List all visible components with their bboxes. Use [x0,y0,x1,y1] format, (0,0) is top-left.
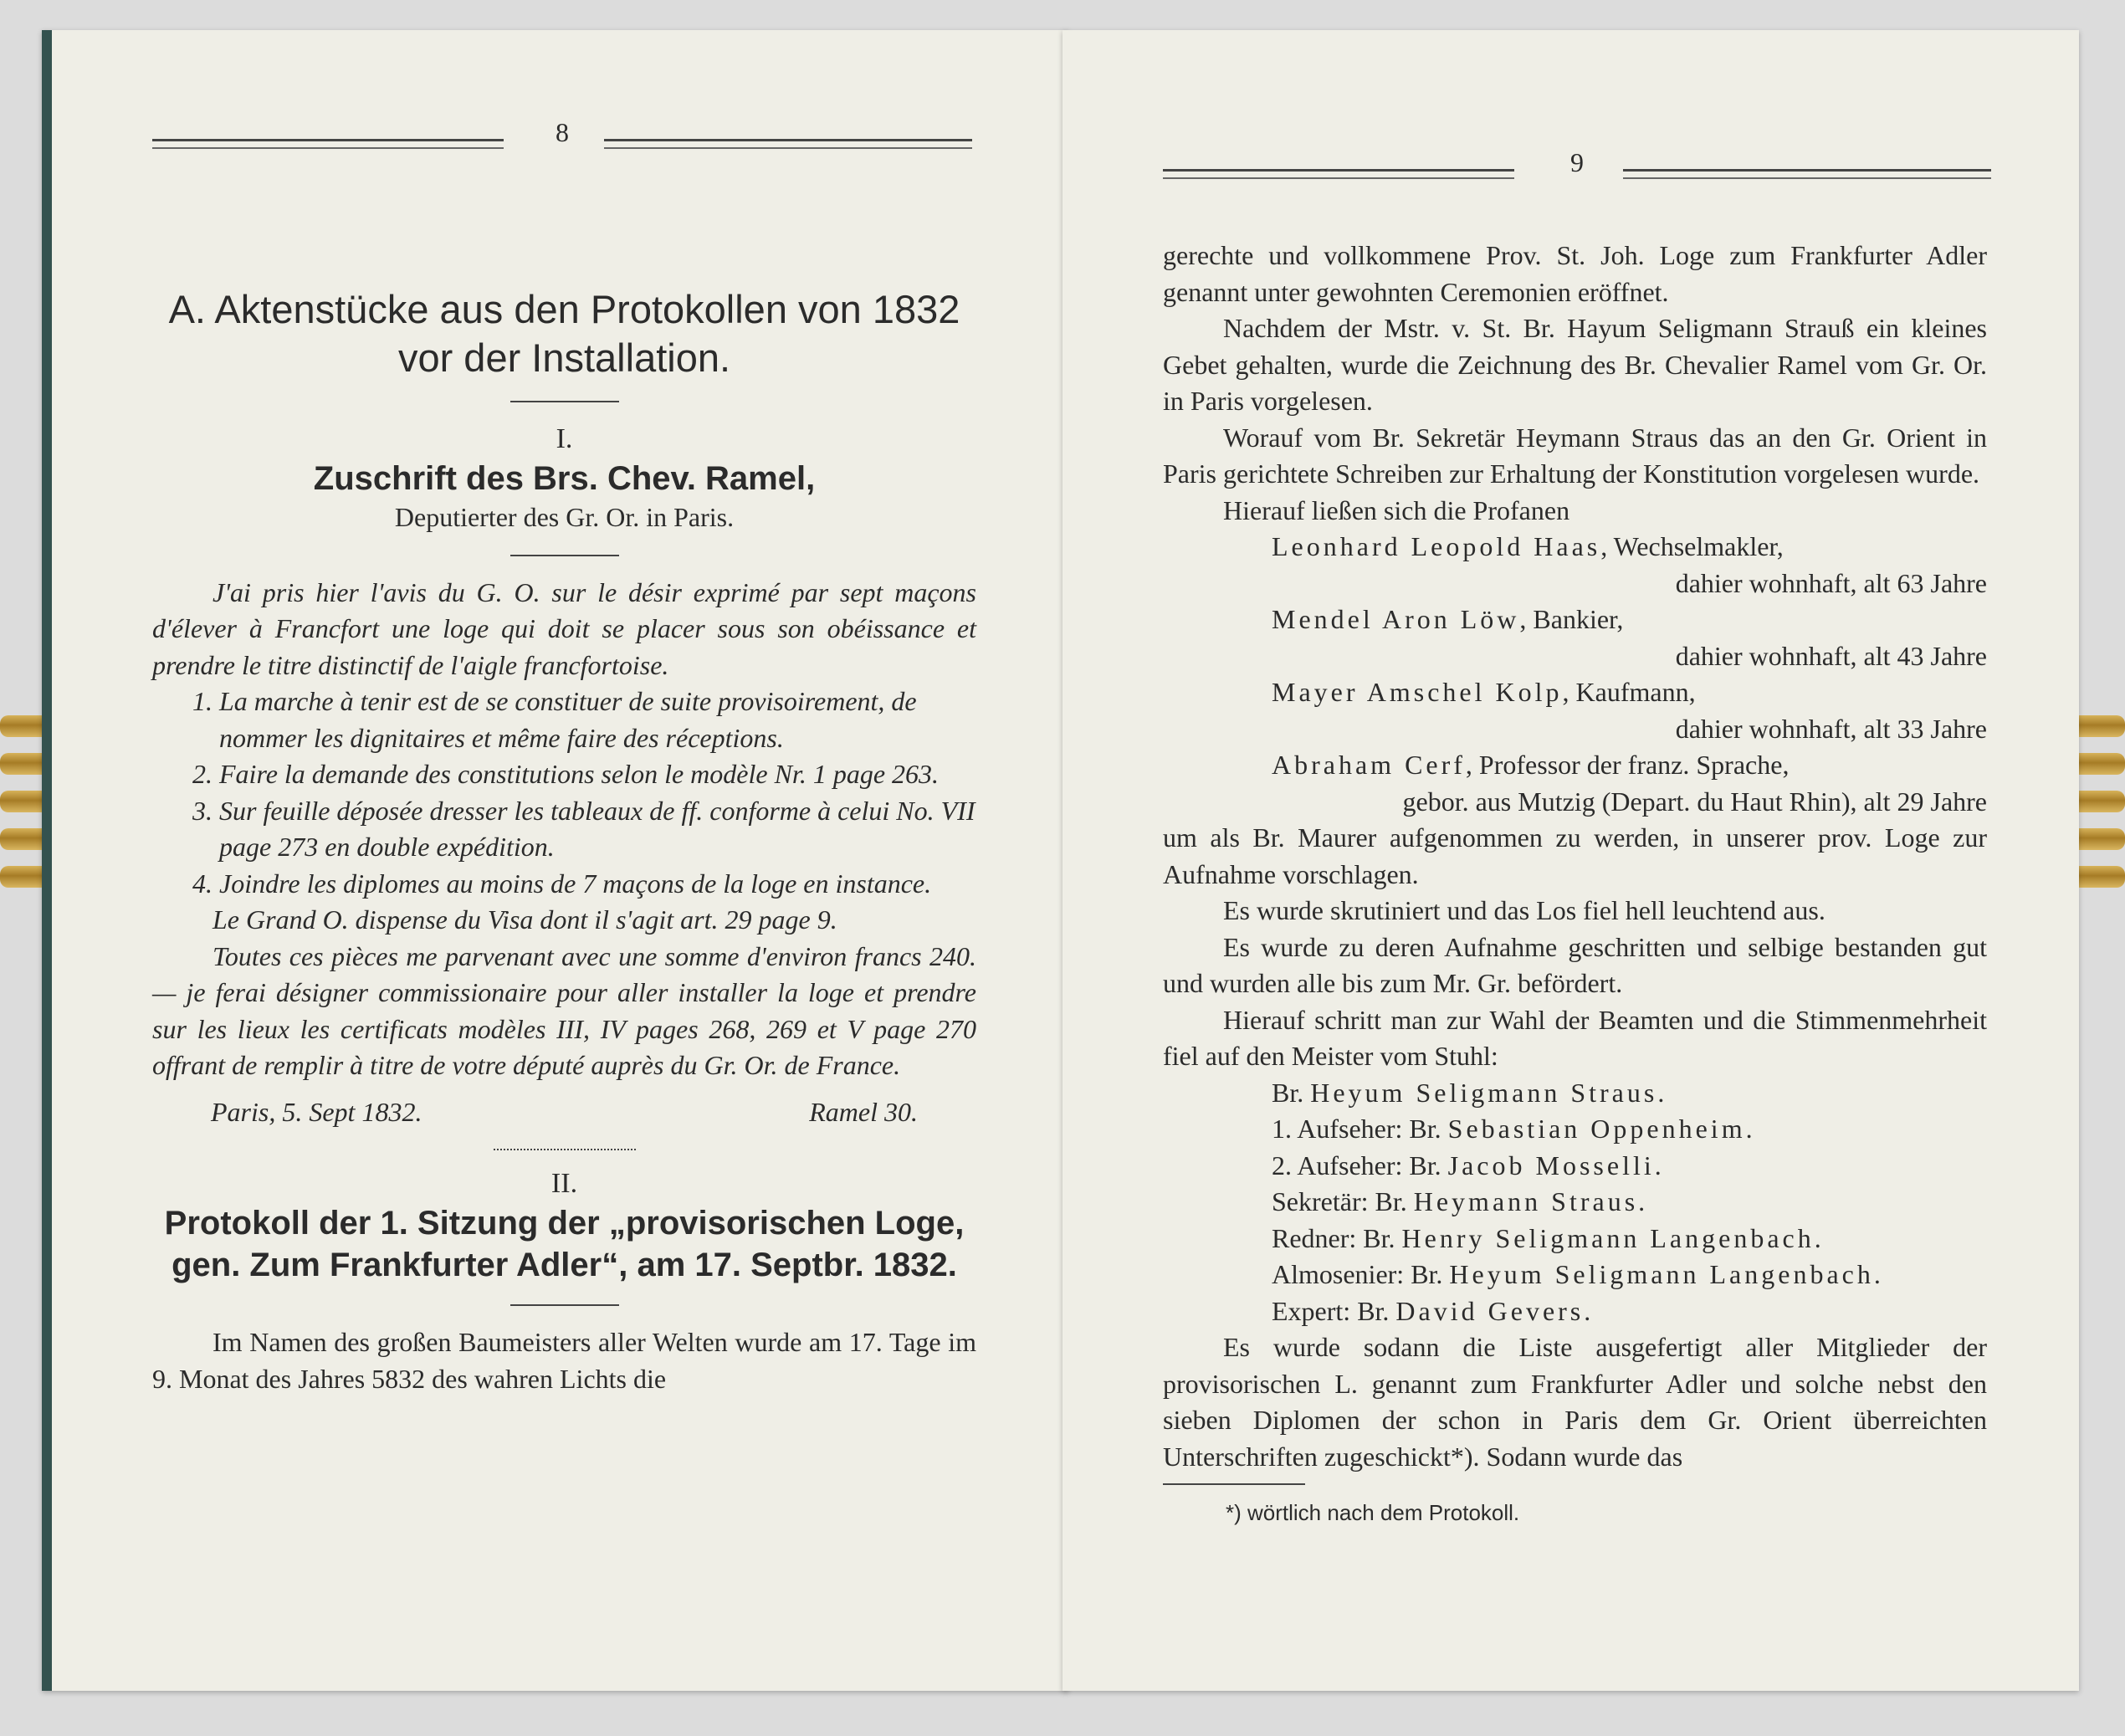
divider [510,1304,619,1306]
page-header [1163,147,1991,197]
letter-list [152,684,976,902]
letter-list-item: 3. Sur feuille déposée dresser les tableaux de ff. conforme à celui No. VII page 273 en double expédition. [219,793,976,866]
officer-entry [1272,1257,1987,1293]
officer-name: Jacob Mosselli. [1447,1150,1665,1180]
officer-name: Heymann Straus. [1413,1186,1649,1216]
left-page-content [152,285,976,1397]
officer-entry [1272,1111,1987,1148]
body-paragraph: Hierauf schritt man zur Wahl der Beamten und die Stimmenmehrheit fiel auf den Meister vom Stuhl: [1163,1004,1987,1071]
profane-name: Leonhard Leopold Haas [1272,531,1601,561]
profane-role: , Bankier, [1519,604,1624,634]
part-title: Protokoll der 1. Sitzung der „provisorischen Loge, gen. Zum Frankfurter Adler“, am 17. Septbr. 1832. [164,1205,965,1283]
body-paragraph: Es wurde zu deren Aufnahme geschritten und selbige bestanden gut und wurden alle bis zum Mr. Gr. befördert. [1163,931,1987,998]
letter-list-item: 1. La marche à tenir est de se constituer de suite provisoirement, de nommer les dignitaires et même faire des réceptions. [219,684,976,756]
profane-role: , Wechselmakler, [1600,531,1784,561]
header-rule [604,139,972,149]
part-subtitle: Deputierter des Gr. Or. in Paris. [394,502,735,532]
body-paragraph: gerechte und vollkommene Prov. St. Joh. Loge zum Frankfurter Adler genannt unter gewohnten Ceremonien eröffnet. [1163,240,1987,307]
letter-signature: Ramel 30. [809,1096,918,1127]
profane-entry [1272,747,1987,784]
section-title-line: vor der Installation. [397,335,731,380]
profane-name: Abraham Cerf [1272,750,1466,780]
letter-visa: Le Grand O. dispense du Visa dont il s'agit art. 29 page 9. [212,904,837,935]
officer-title: Expert: Br. [1272,1295,1396,1326]
body-paragraph: Es wurde sodann die Liste ausgefertigt aller Mitglieder der provisorischen L. genannt zum Frankfurter Adler und solche nebst den sieben Diplomen der schon in Paris dem Gr. Orient überreichten Unterschriften zugeschickt*). Sodann wurde das [1163,1332,1987,1472]
officers-list [1272,1075,1987,1330]
profane-name: Mendel Aron Löw [1272,604,1520,634]
profanes-list [1163,529,1987,820]
body-paragraph: Im Namen des großen Baumeisters aller Welten wurde am 17. Tage im 9. Monat des Jahres 5832 des wahren Lichts die [152,1327,976,1394]
right-page [1062,30,2079,1691]
section-title [152,285,976,382]
profane-detail: gebor. aus Mutzig (Depart. du Haut Rhin), alt 29 Jahre [1402,786,1987,817]
officer-title: 2. Aufseher: Br. [1272,1150,1448,1180]
officer-title: Br. [1272,1077,1311,1108]
profane-name: Mayer Amschel Kolp [1272,677,1563,707]
profane-detail: dahier wohnhaft, alt 33 Jahre [1675,713,1987,744]
profane-detail: dahier wohnhaft, alt 63 Jahre [1675,567,1987,598]
letter-list-item: 4. Joindre les diplomes au moins de 7 maçons de la loge en instance. [219,866,976,903]
page-number: 9 [1570,147,1584,177]
profane-entry [1272,674,1987,711]
officer-entry [1272,1293,1987,1330]
profane-entry [1272,602,1987,638]
letter-body: Toutes ces pièces me parvenant avec une somme d'environ francs 240.— je ferai désigner commissionaire pour aller installer la loge et prendre sur les lieux les certificats modèles III, IV pages 268, 269 et V page 270 offrant de remplir à titre de votre député auprès du Gr. Or. de France. [152,940,976,1080]
divider [510,555,619,556]
page-number: 8 [556,117,569,147]
footnote-divider [1163,1483,1305,1485]
officer-name: David Gevers. [1395,1295,1595,1326]
page-header [152,117,972,167]
officer-name: Heyum Seligmann Langenbach. [1449,1259,1884,1289]
officer-title: 1. Aufseher: Br. [1272,1114,1448,1144]
profane-role: , Professor der franz. Sprache, [1465,750,1790,780]
section-title-line: A. Aktenstücke aus den Protokollen von 1832 [168,287,960,331]
profane-detail: dahier wohnhaft, alt 43 Jahre [1675,640,1987,671]
officer-title: Redner: Br. [1272,1222,1402,1253]
officer-entry [1272,1075,1987,1112]
body-paragraph: Hierauf ließen sich die Profanen [1223,494,1570,525]
ornament-divider [494,1149,636,1150]
header-rule [1623,169,1991,179]
divider [510,401,619,402]
officer-name: Heyum Seligmann Straus. [1310,1077,1668,1108]
left-page [42,30,1068,1691]
letter-place-date: Paris, 5. Sept 1832. [211,1096,422,1127]
letter-intro: J'ai pris hier l'avis du G. O. sur le désir exprimé par sept maçons d'élever à Francfort une loge qui doit se placer sous son obéissance et prendre le titre distinctif de l'aigle francfortoise. [152,576,976,680]
right-page-content [1163,238,1987,1532]
letter-signature-line [152,1094,976,1131]
footnote: *) wörtlich nach dem Protokoll. [1226,1500,1520,1525]
officer-title: Sekretär: Br. [1272,1186,1414,1216]
part-numeral: II. [550,1168,578,1199]
letter-list-item: 2. Faire la demande des constitutions selon le modèle Nr. 1 page 263. [219,756,976,793]
part-title: Zuschrift des Brs. Chev. Ramel, [313,460,816,497]
body-paragraph: Nachdem der Mstr. v. St. Br. Hayum Seligmann Strauß ein kleines Gebet gehalten, wurde die Zeichnung des Br. Chevalier Ramel vom Gr. Or. in Paris vorgelesen. [1163,313,1987,416]
body-paragraph: Worauf vom Br. Sekretär Heymann Straus das an den Gr. Orient in Paris gerichtete Schreiben zur Erhaltung der Konstitution vorgelesen wurde. [1163,422,1987,489]
officer-entry [1272,1184,1987,1221]
officer-name: Sebastian Oppenheim. [1447,1114,1756,1144]
profane-role: , Kaufmann, [1562,677,1696,707]
body-paragraph: um als Br. Maurer aufgenommen zu werden, in unserer prov. Loge zur Aufnahme vorschlagen. [1163,822,1987,889]
profane-entry [1272,529,1987,566]
officer-title: Almosenier: Br. [1272,1259,1450,1289]
officer-name: Henry Seligmann Langenbach. [1401,1222,1825,1253]
officer-entry [1272,1148,1987,1185]
body-paragraph: Es wurde skrutiniert und das Los fiel hell leuchtend aus. [1223,895,1825,925]
officer-entry [1272,1221,1987,1257]
part-numeral: I. [556,423,573,454]
